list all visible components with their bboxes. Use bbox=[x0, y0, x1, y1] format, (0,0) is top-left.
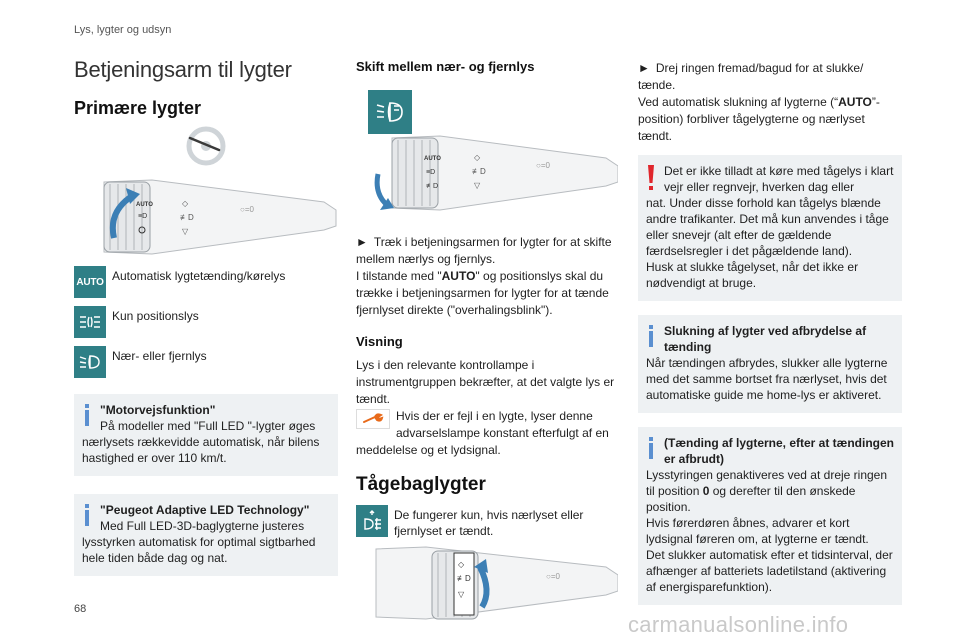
info-icon bbox=[82, 404, 92, 426]
watermark: carmanualsonline.info bbox=[628, 612, 849, 637]
column-1 bbox=[74, 56, 338, 576]
beam-auto-mode: I tilstande med "AUTO" og positionslys skal du trække i betjeningsarmen for lygter for at tænde fjernlyset direkte ("overhalingsblink"). bbox=[356, 269, 609, 317]
svg-text:≡D: ≡D bbox=[426, 169, 436, 176]
note-reactivate-body3: Det slukker automatisk efter et tidsinterval, der afhænger af batteriets ladetilstand (aktivering af energisparefunktion). bbox=[646, 548, 893, 594]
note-reactivate-title: (Tænding af lygterne, efter at tændingen er afbrudt) bbox=[664, 436, 895, 466]
heading-primary-lights: Primære lygter bbox=[74, 98, 202, 118]
note-adaptive-title: "Peugeot Adaptive LED Technology" bbox=[100, 503, 310, 517]
note-motorway-body: nærlysets rækkevidde automatisk, når bilens hastighed er over 110 km/t. bbox=[82, 435, 320, 465]
section-label: Lys, lygter og udsyn bbox=[74, 24, 172, 36]
note-motorway-line: På modeller med "Full LED "-lygter øges bbox=[100, 419, 316, 433]
note-adaptive-body: lysstyrken automatisk for optimal sigtbarhed hele tiden både dag og nat. bbox=[82, 535, 316, 565]
note-reactivate bbox=[638, 427, 902, 605]
headlights-icon bbox=[368, 90, 412, 134]
note-switch-off-title: Slukning af lygter ved afbrydelse af tænding bbox=[664, 324, 867, 354]
ring-instruction: ► Drej ringen fremad/bagud for at slukke/ tænde. bbox=[638, 61, 864, 92]
icon-text-position: Kun positionslys bbox=[112, 309, 199, 323]
svg-text:◇: ◇ bbox=[182, 199, 189, 208]
auto-off-text: Ved automatisk slukning af lygterne (“AUTO”-position) forbliver tågelygterne og nærlyset tændt. bbox=[638, 95, 880, 143]
warning-icon bbox=[646, 165, 656, 191]
wrench-icon bbox=[356, 409, 390, 429]
info-icon bbox=[646, 437, 656, 459]
warning-fog-usage bbox=[638, 155, 902, 301]
note-adaptive-line: Med Full LED-3D-baglygterne justeres bbox=[100, 519, 305, 533]
heading-fog-lights: Tågebaglygter bbox=[356, 474, 486, 495]
page-title: Betjeningsarm til lygter bbox=[74, 57, 292, 82]
icon-row-auto bbox=[74, 266, 338, 298]
warning-body: nat. Under disse forhold kan tågelys blænde andre trafikanter. Det må kun anvendes i tåge eller snevejr (alt efter de gældende færdselsregler i det pågældende land). bbox=[646, 196, 889, 258]
page-number: 68 bbox=[74, 603, 87, 615]
svg-text:▽: ▽ bbox=[474, 181, 481, 190]
svg-text:○=0: ○=0 bbox=[536, 161, 550, 170]
icon-row-position bbox=[74, 306, 338, 338]
icon-row-headlights bbox=[74, 346, 338, 378]
info-icon bbox=[82, 504, 92, 526]
svg-text:◇: ◇ bbox=[474, 153, 481, 162]
beam-stalk-illustration bbox=[356, 134, 618, 214]
steering-wheel-icon bbox=[74, 124, 338, 168]
svg-text:▽: ▽ bbox=[182, 227, 189, 236]
svg-text:○=0: ○=0 bbox=[546, 572, 560, 581]
note-reactivate-body: Lysstyringen genaktiveres ved at dreje ringen til position 0 og derefter til den ønskede position. bbox=[646, 468, 888, 514]
headlights-icon bbox=[74, 346, 106, 378]
icon-text-headlights: Nær- eller fjernlys bbox=[112, 349, 207, 363]
note-reactivate-body2: Hvis førerdøren åbnes, advarer et kort lydsignal føreren om, at lygterne er tændt. bbox=[646, 516, 869, 546]
svg-text:≢D: ≢D bbox=[426, 183, 439, 190]
stalk-auto-label: AUTO bbox=[424, 156, 441, 162]
stalk-auto-label: AUTO bbox=[136, 202, 153, 208]
note-motorway-title: "Motorvejsfunktion" bbox=[100, 403, 216, 417]
column-2 bbox=[356, 56, 618, 623]
svg-text:≢D: ≢D bbox=[457, 574, 471, 583]
rear-fog-icon bbox=[356, 505, 388, 537]
icon-text-auto: Automatisk lygtetænding/kørelys bbox=[112, 269, 286, 283]
note-switch-off-body: Når tændingen afbrydes, slukker alle lygterne med det samme bortset fra nærlyset, hvis det automatiske guide me home-lys er aktiveret. bbox=[646, 356, 888, 402]
heading-beam-switch: Skift mellem nær- og fjernlys bbox=[356, 59, 535, 74]
note-switch-off bbox=[638, 315, 902, 413]
visning-text: Lys i den relevante kontrollampe i instrumentgruppen bekræfter, at det valgte lys er tændt. bbox=[356, 358, 615, 406]
svg-text:≢D: ≢D bbox=[472, 167, 486, 176]
heading-visning: Visning bbox=[356, 334, 403, 349]
auto-icon: AUTO bbox=[74, 266, 106, 298]
svg-text:○=0: ○=0 bbox=[240, 205, 254, 214]
info-icon bbox=[646, 325, 656, 347]
fog-text: De fungerer kun, hvis nærlyset eller fjernlyset er tændt. bbox=[394, 508, 584, 538]
beam-instruction: ► Træk i betjeningsarmen for lygter for at skifte mellem nærlys og fjernlys. bbox=[356, 235, 612, 266]
icon-row-fog bbox=[356, 505, 618, 539]
position-lights-icon bbox=[74, 306, 106, 338]
svg-text:≢D: ≢D bbox=[180, 213, 194, 222]
svg-text:≡D: ≡D bbox=[138, 213, 148, 220]
fog-stalk-illustration bbox=[356, 545, 618, 623]
warning-body2: Husk at slukke tågelyset, når det ikke er nødvendigt at bruge. bbox=[646, 260, 859, 290]
svg-text:◇: ◇ bbox=[458, 560, 465, 569]
visning-fault-text: Hvis der er fejl i en lygte, lyser denne advarselslampe konstant efterfulgt af en meddelelse og et lydsignal. bbox=[356, 409, 609, 457]
warning-first: Det er ikke tilladt at køre med tågelys i klart vejr eller regnvejr, hverken dag eller bbox=[664, 164, 894, 194]
light-stalk-illustration bbox=[74, 172, 338, 258]
svg-text:▽: ▽ bbox=[458, 590, 465, 599]
column-3 bbox=[638, 60, 902, 605]
note-adaptive-led bbox=[74, 494, 338, 576]
note-motorway bbox=[74, 394, 338, 476]
